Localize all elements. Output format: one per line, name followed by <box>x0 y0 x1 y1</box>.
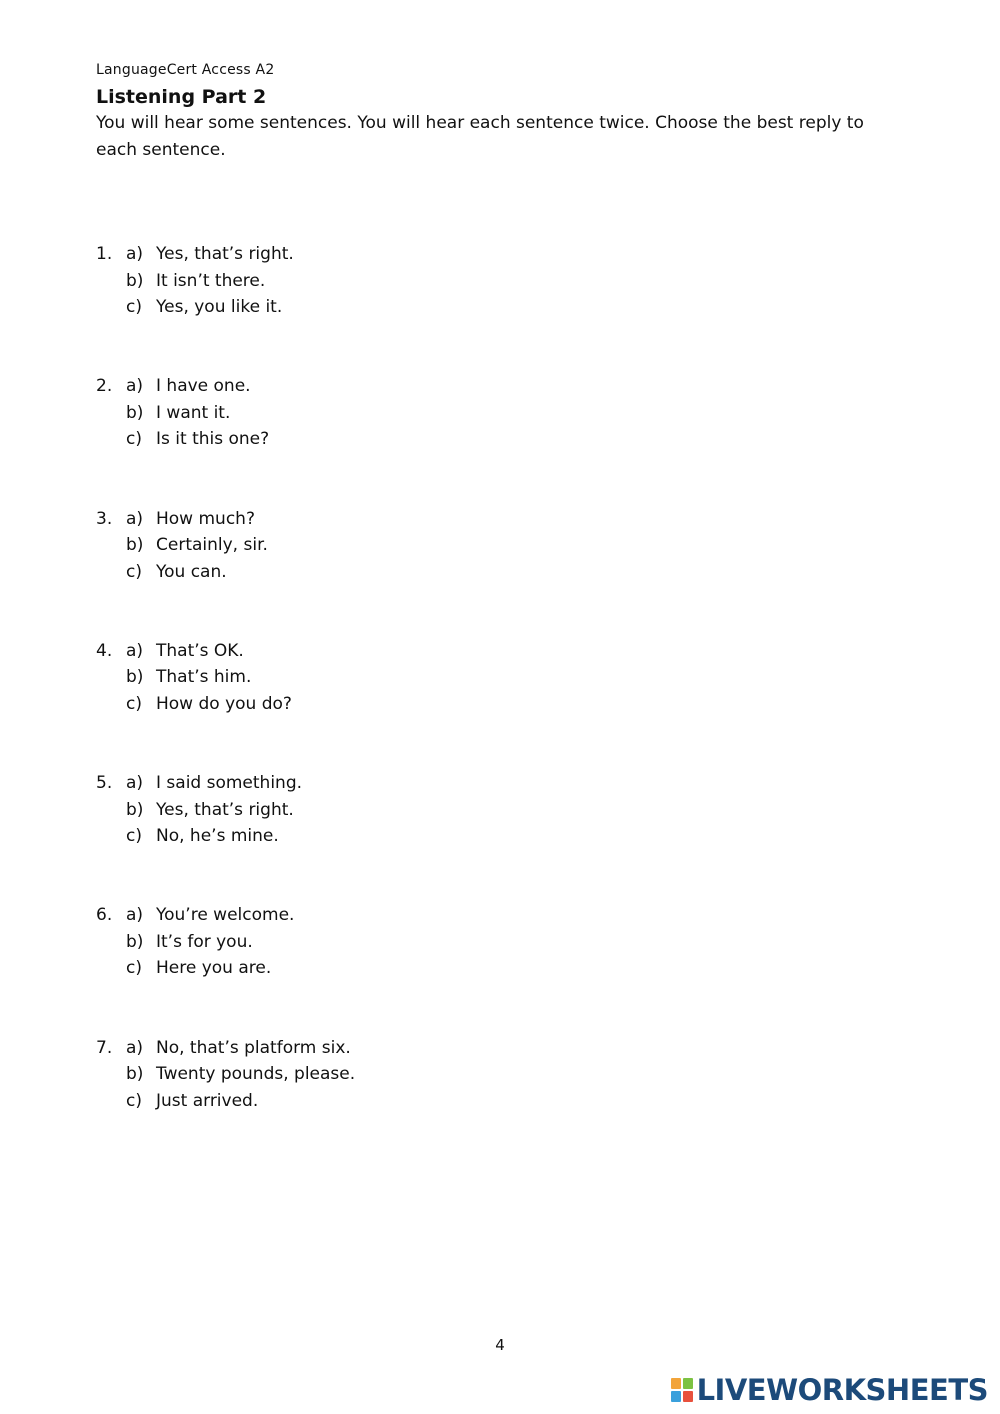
option-c[interactable] <box>126 955 294 982</box>
option-letter: b) <box>126 1064 144 1085</box>
question-1 <box>96 241 696 373</box>
options <box>126 638 292 718</box>
option-a[interactable] <box>126 1035 355 1062</box>
option-text: That’s OK. <box>156 640 244 661</box>
option-a[interactable] <box>126 770 302 797</box>
option-a[interactable] <box>126 506 268 533</box>
question-3 <box>96 506 696 638</box>
option-text: It’s for you. <box>156 931 253 952</box>
option-c[interactable] <box>126 1088 355 1115</box>
page-title: Listening Part 2 <box>96 86 267 108</box>
question-number: 4. <box>96 640 113 661</box>
option-text: Yes, you like it. <box>156 297 283 317</box>
option-letter: c) <box>126 561 142 582</box>
option-text: You’re welcome. <box>156 905 295 926</box>
option-letter: a) <box>126 244 144 264</box>
option-letter: c) <box>126 826 142 847</box>
option-a[interactable] <box>126 902 294 929</box>
option-text: No, that’s platform six. <box>156 1037 351 1058</box>
instructions: You will hear some sentences. You will hear each sentence twice. Choose the best reply to each sentence. <box>96 113 864 160</box>
option-letter: a) <box>126 1037 144 1058</box>
option-text: I want it. <box>156 402 231 423</box>
option-letter: c) <box>126 297 142 317</box>
option-text: Here you are. <box>156 958 272 979</box>
page-number: 4 <box>495 1336 505 1354</box>
question-number: 6. <box>96 905 113 926</box>
logo-square <box>671 1391 681 1402</box>
option-text: How do you do? <box>156 693 292 714</box>
option-text: It isn’t there. <box>156 270 266 291</box>
options <box>126 241 294 321</box>
option-text: I have one. <box>156 376 251 397</box>
option-letter: b) <box>126 667 144 688</box>
option-c[interactable] <box>126 559 268 586</box>
options <box>126 373 269 453</box>
option-b[interactable] <box>126 532 268 559</box>
option-a[interactable] <box>126 638 292 665</box>
option-text: How much? <box>156 508 255 529</box>
logo-square <box>683 1378 693 1389</box>
option-b[interactable] <box>126 664 292 691</box>
option-letter: a) <box>126 773 144 794</box>
brand-watermark[interactable] <box>671 1372 988 1408</box>
option-letter: c) <box>126 429 142 450</box>
option-b[interactable] <box>126 400 269 427</box>
option-letter: c) <box>126 958 142 979</box>
question-5 <box>96 770 696 902</box>
brand-name: LIVEWORKSHEETS <box>696 1373 988 1407</box>
option-text: Yes, that’s right. <box>156 244 294 264</box>
option-a[interactable] <box>126 373 269 400</box>
option-letter: a) <box>126 376 144 397</box>
option-b[interactable] <box>126 268 294 295</box>
option-letter: c) <box>126 693 142 714</box>
question-6 <box>96 902 696 1034</box>
option-text: Just arrived. <box>156 1090 259 1111</box>
option-text: No, he’s mine. <box>156 826 279 847</box>
option-letter: a) <box>126 640 144 661</box>
question-number: 3. <box>96 508 113 529</box>
option-b[interactable] <box>126 929 294 956</box>
option-a[interactable] <box>126 241 294 268</box>
option-text: Certainly, sir. <box>156 535 268 556</box>
question-list <box>96 241 696 1167</box>
option-text: I said something. <box>156 773 303 794</box>
option-c[interactable] <box>126 294 294 321</box>
options <box>126 770 302 850</box>
option-letter: b) <box>126 535 144 556</box>
liveworksheets-logo-icon <box>671 1378 693 1402</box>
question-7 <box>96 1035 696 1167</box>
option-text: That’s him. <box>156 667 252 688</box>
question-4 <box>96 638 696 770</box>
question-number: 5. <box>96 773 113 794</box>
option-text: You can. <box>156 561 227 582</box>
option-text: Is it this one? <box>156 429 270 450</box>
option-c[interactable] <box>126 691 292 718</box>
question-number: 7. <box>96 1037 113 1058</box>
option-text: Twenty pounds, please. <box>156 1064 356 1085</box>
option-letter: a) <box>126 508 144 529</box>
option-letter: b) <box>126 270 144 291</box>
question-number: 1. <box>96 244 113 264</box>
logo-square <box>683 1391 693 1402</box>
option-letter: b) <box>126 931 144 952</box>
option-letter: b) <box>126 799 144 820</box>
option-b[interactable] <box>126 797 302 824</box>
logo-square <box>671 1378 681 1389</box>
option-text: Yes, that’s right. <box>156 799 294 820</box>
option-letter: b) <box>126 402 144 423</box>
question-2 <box>96 373 696 505</box>
option-b[interactable] <box>126 1061 355 1088</box>
question-number: 2. <box>96 376 113 397</box>
options <box>126 506 268 586</box>
option-c[interactable] <box>126 823 302 850</box>
options <box>126 902 294 982</box>
option-letter: c) <box>126 1090 142 1111</box>
option-c[interactable] <box>126 426 269 453</box>
options <box>126 1035 355 1115</box>
exam-name: LanguageCert Access A2 <box>96 62 275 78</box>
option-letter: a) <box>126 905 144 926</box>
